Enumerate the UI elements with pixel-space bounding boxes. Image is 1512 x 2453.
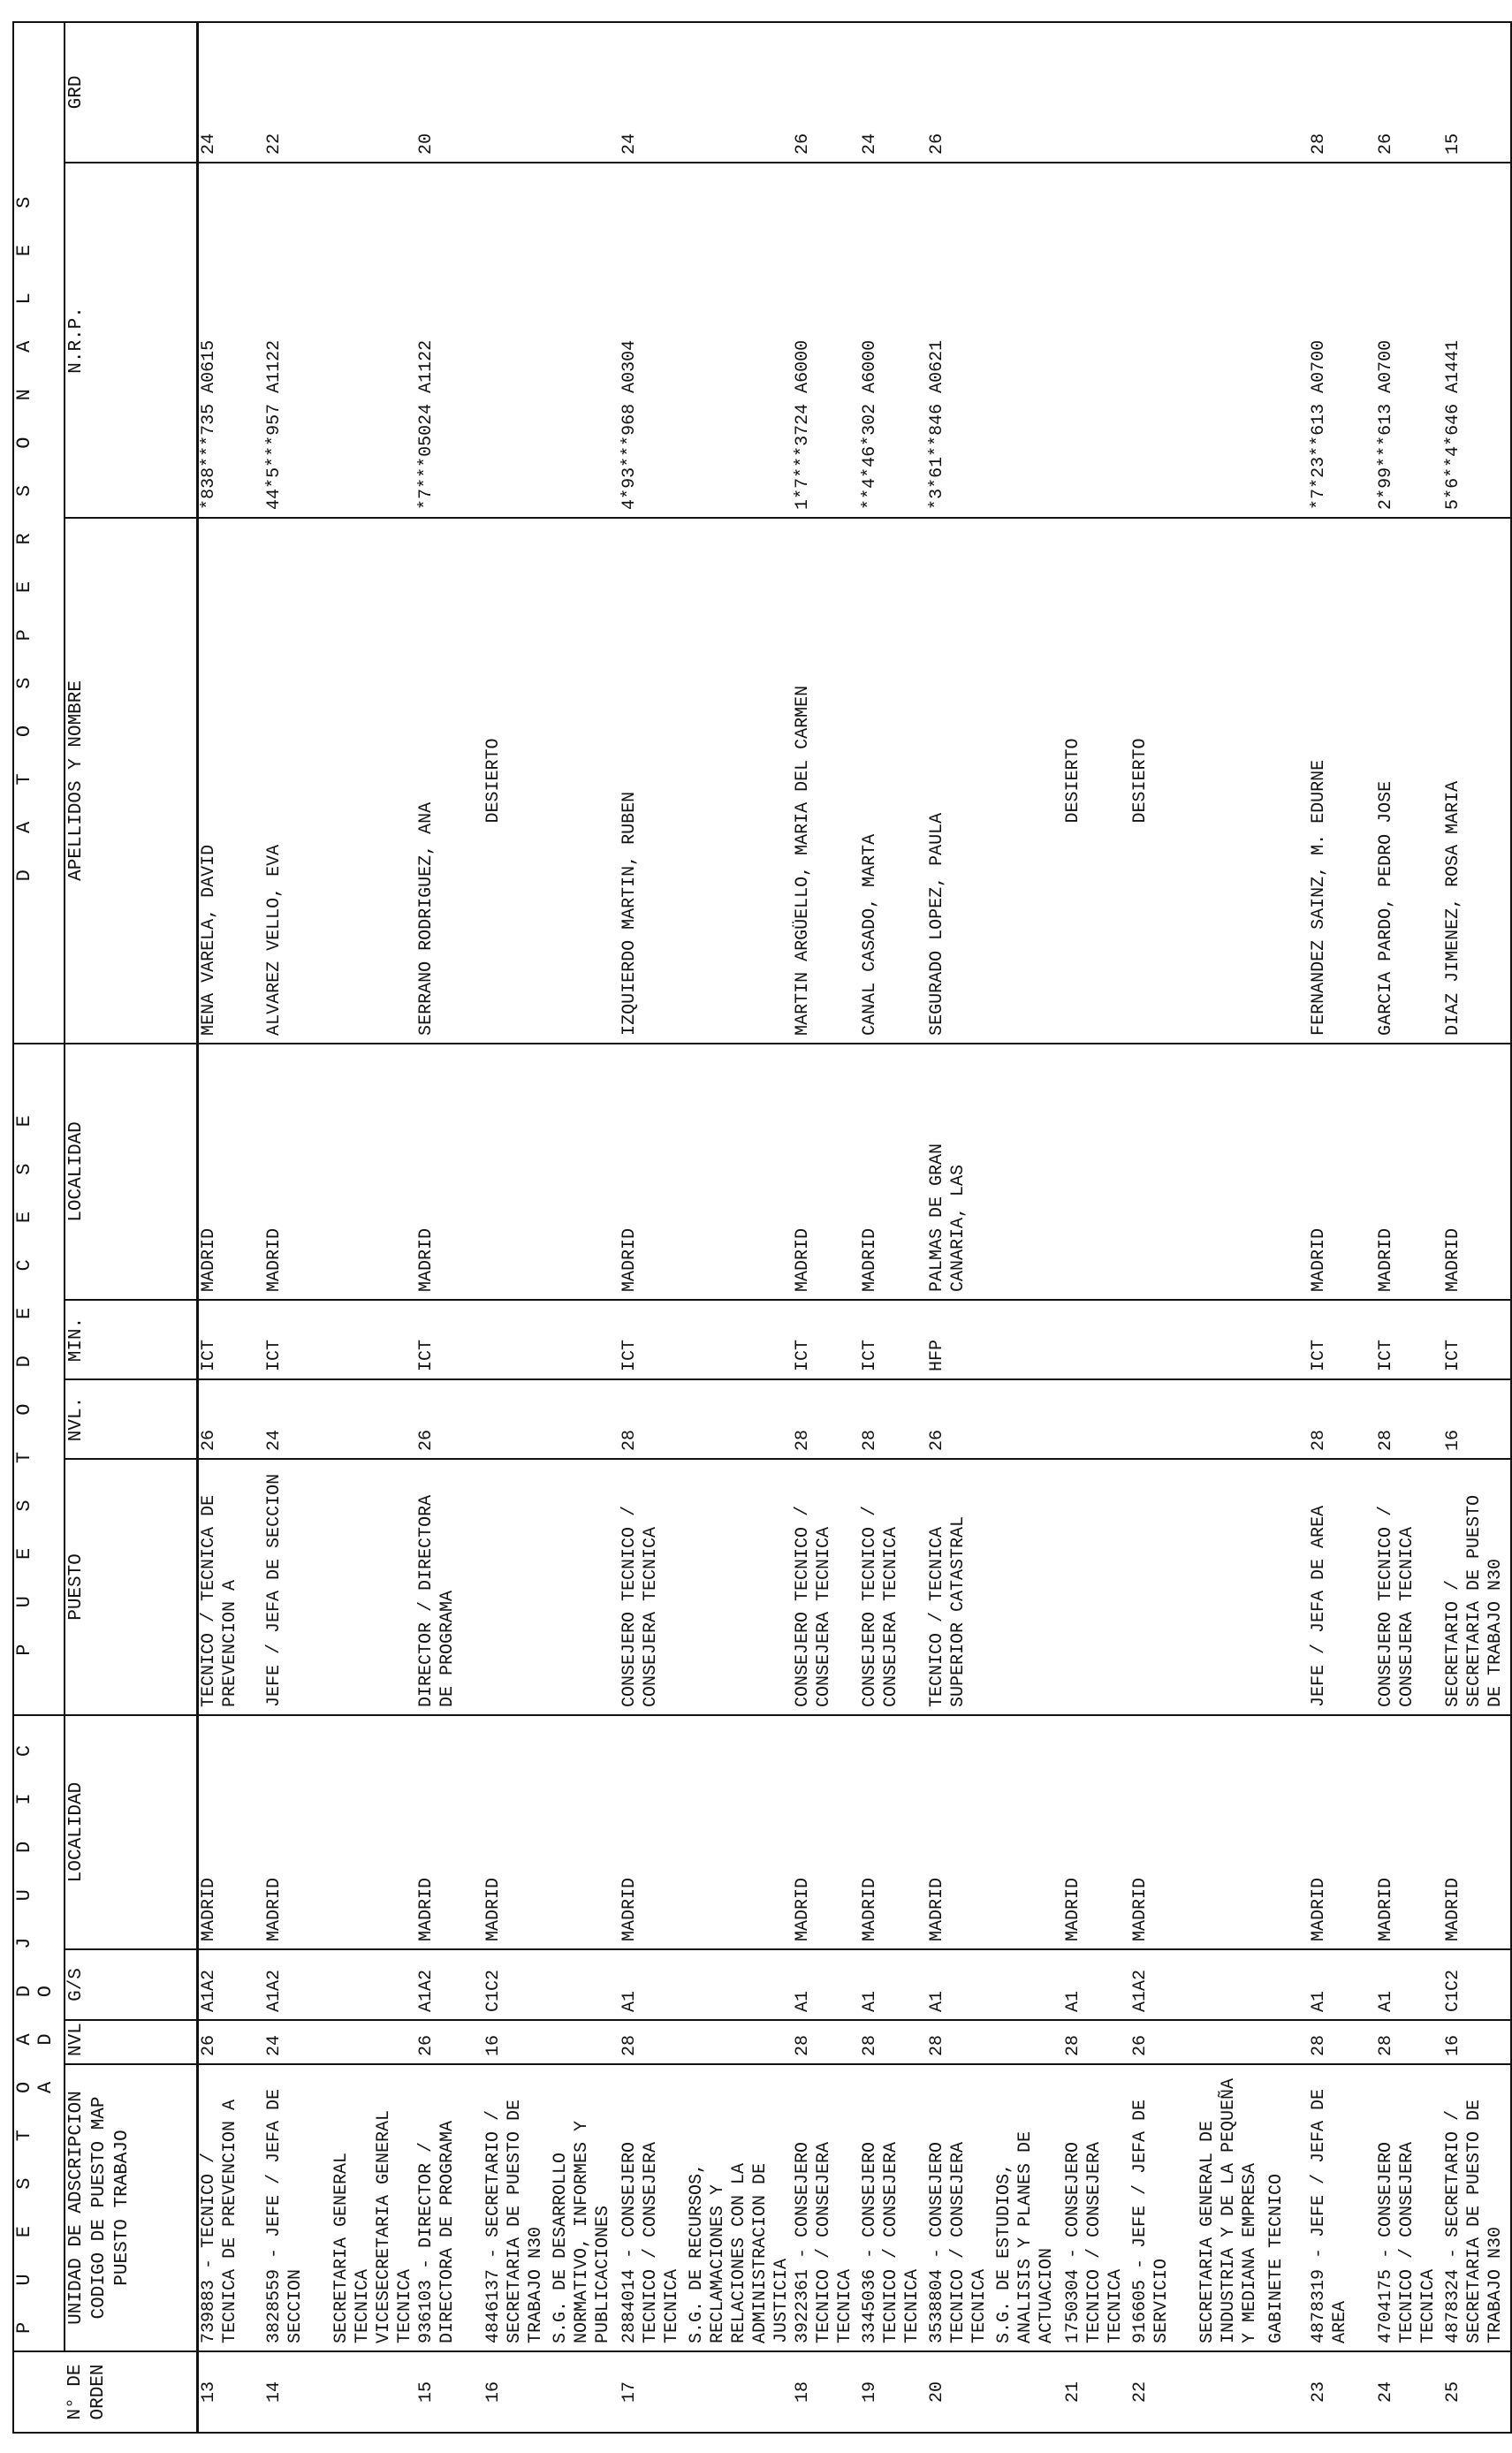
filler-cell [1510,518,1511,1044]
adjudication-table [12,21,1512,2434]
gs-cell: A1 [927,1949,994,2020]
nrp-cell: *7***05024 A1122 [416,163,483,518]
empty-cell [687,2020,793,2064]
section-heading-row [331,22,374,2433]
table-row [197,22,264,2433]
grd-cell [1063,22,1130,163]
filler-cell [1510,1459,1511,1715]
col-localidad-adjudicado: LOCALIDAD [65,1715,197,1949]
puesto-cese-cell: CONSEJERO TECNICO / CONSEJERA TECNICA [793,1459,860,1715]
grd-cell: 15 [1443,22,1510,163]
section-heading-row [1266,22,1309,2433]
unidad-cell: 1750304 - CONSEJERO TECNICO / CONSEJERA TECNICA [1063,2064,1130,2351]
group-puesto-adjudicado: P U E S T O A D J U D I C A D O [13,1715,65,2351]
orden-cell [1266,2351,1309,2433]
empty-cell [1266,1300,1309,1379]
apellidos-nombre-cell: DIAZ JIMENEZ, ROSA MARIA [1443,518,1510,1044]
empty-cell [1197,1715,1266,1949]
unidad-cell: 936103 - DIRECTOR / DIRECTORA DE PROGRAMA [416,2064,483,2351]
nvl-cell: 28 [1063,2020,1130,2064]
orden-cell [687,2351,793,2433]
empty-cell [687,1379,793,1459]
localidad-adjudicado-cell: MADRID [1063,1715,1130,1949]
puesto-cese-cell: DIRECTOR / DIRECTORA DE PROGRAMA [416,1459,483,1715]
empty-cell [687,518,793,1044]
filler-row [1510,22,1511,2433]
orden-cell: 21 [1063,2351,1130,2433]
localidad-adjudicado-cell: MADRID [793,1715,860,1949]
empty-cell [1197,1300,1266,1379]
empty-cell [374,1459,416,1715]
puesto-cese-cell: CONSEJERO TECNICO / CONSEJERA TECNICA [860,1459,927,1715]
filler-cell [1510,22,1511,163]
orden-cell: 24 [1376,2351,1443,2433]
apellidos-nombre-cell: SERRANO RODRIGUEZ, ANA [416,518,483,1044]
nrp-cell: *3*61**846 A0621 [927,163,994,518]
section-heading: S.G. DE RECURSOS, RECLAMACIONES Y RELACIONES CON LA ADMINISTRACION DE JUSTICIA [687,2064,793,2351]
table-row [860,22,927,2433]
col-nvl: NVL [65,2020,197,2064]
nrp-cell: 4*93***968 A0304 [619,163,687,518]
empty-cell [994,1949,1063,2020]
table-row [416,22,483,2433]
grd-cell: 24 [619,22,687,163]
puesto-cese-cell: TECNICO / TECNICA SUPERIOR CATASTRAL [927,1459,994,1715]
grd-cell [483,22,551,163]
gs-cell: A1A2 [264,1949,331,2020]
puesto-cese-cell: CONSEJERO TECNICO / CONSEJERA TECNICA [619,1459,687,1715]
empty-cell [1266,2020,1309,2064]
nrp-cell [483,163,551,518]
grd-cell: 22 [264,22,331,163]
unidad-cell: 3538804 - CONSEJERO TECNICO / CONSEJERA TECNICA [927,2064,994,2351]
empty-cell [687,22,793,163]
nvl-cese-cell: 24 [264,1379,331,1459]
empty-cell [374,22,416,163]
empty-cell [374,1715,416,1949]
table-row [1309,22,1376,2433]
localidad-cese-cell: MADRID [1443,1044,1510,1300]
nvl-cell: 28 [860,2020,927,2064]
nvl-cell: 28 [1376,2020,1443,2064]
empty-cell [994,518,1063,1044]
empty-cell [331,518,374,1044]
min-cell [1063,1300,1130,1379]
nvl-cese-cell [1063,1379,1130,1459]
apellidos-nombre-cell: SEGURADO LOPEZ, PAULA [927,518,994,1044]
apellidos-nombre-cell: GARCIA PARDO, PEDRO JOSE [1376,518,1443,1044]
col-orden: N° DE ORDEN [65,2351,197,2433]
puesto-cese-cell [1130,1459,1197,1715]
orden-cell: 20 [927,2351,994,2433]
nvl-cell: 28 [619,2020,687,2064]
localidad-adjudicado-cell: MADRID [416,1715,483,1949]
unidad-cell: 916605 - JEFE / JEFA DE SERVICIO [1130,2064,1197,2351]
empty-cell [331,163,374,518]
empty-cell [551,22,619,163]
empty-cell [551,1379,619,1459]
col-nrp: N.R.P. [65,163,197,518]
empty-cell [687,1949,793,2020]
empty-cell [374,163,416,518]
gs-cell: A1A2 [1130,1949,1197,2020]
min-cell [1130,1300,1197,1379]
nvl-cese-cell: 28 [793,1379,860,1459]
table-row [1130,22,1197,2433]
unidad-cell: 3922361 - CONSEJERO TECNICO / CONSEJERA TECNICA [793,2064,860,2351]
section-heading-row [994,22,1063,2433]
gs-cell: A1 [860,1949,927,2020]
unidad-cell: 3828559 - JEFE / JEFA DE SECCION [264,2064,331,2351]
min-cell: ICT [416,1300,483,1379]
unidad-cell: 4846137 - SECRETARIO / SECRETARIA DE PUESTO DE TRABAJO N30 [483,2064,551,2351]
grd-cell: 26 [793,22,860,163]
gs-cell: A1 [1376,1949,1443,2020]
localidad-cese-cell [1130,1044,1197,1300]
empty-cell [1266,1715,1309,1949]
empty-cell [331,1300,374,1379]
empty-cell [994,1459,1063,1715]
empty-cell [551,2020,619,2064]
empty-cell [374,1300,416,1379]
localidad-cese-cell: PALMAS DE GRAN CANARIA, LAS [927,1044,994,1300]
empty-cell [1266,163,1309,518]
empty-cell [551,1459,619,1715]
empty-cell [374,1044,416,1300]
apellidos-nombre-cell: DESIERTO [483,518,551,1044]
puesto-cese-cell: JEFE / JEFA DE SECCION [264,1459,331,1715]
section-heading: VICESECRETARIA GENERAL TECNICA [374,2064,416,2351]
filler-cell [1510,163,1511,518]
nrp-cell: 1*7***3724 A6000 [793,163,860,518]
nrp-cell: 5*6**4*646 A1441 [1443,163,1510,518]
localidad-adjudicado-cell: MADRID [860,1715,927,1949]
nrp-cell: 2*99***613 A0700 [1376,163,1443,518]
nrp-cell [1063,163,1130,518]
empty-cell [551,1044,619,1300]
min-cell: ICT [1443,1300,1510,1379]
empty-cell [551,1300,619,1379]
filler-cell [1510,2020,1511,2064]
empty-cell [1197,1949,1266,2020]
section-heading-row [687,22,793,2433]
nvl-cese-cell: 28 [1309,1379,1376,1459]
min-cell: ICT [264,1300,331,1379]
table-row [483,22,551,2433]
localidad-cese-cell: MADRID [860,1044,927,1300]
grd-cell: 20 [416,22,483,163]
section-heading: S.G. DE DESARROLLO NORMATIVO, INFORMES Y PUBLICACIONES [551,2064,619,2351]
empty-cell [994,1715,1063,1949]
apellidos-nombre-cell: DESIERTO [1130,518,1197,1044]
empty-cell [687,1715,793,1949]
orden-cell: 19 [860,2351,927,2433]
empty-cell [994,1379,1063,1459]
grd-cell: 24 [860,22,927,163]
orden-cell: 25 [1443,2351,1510,2433]
empty-cell [331,22,374,163]
nvl-cese-cell: 26 [927,1379,994,1459]
orden-cell: 18 [793,2351,860,2433]
unidad-cell: 3345036 - CONSEJERO TECNICO / CONSEJERA TECNICA [860,2064,927,2351]
min-cell: ICT [860,1300,927,1379]
filler-cell [1510,1715,1511,1949]
nvl-cell: 16 [483,2020,551,2064]
empty-cell [331,1379,374,1459]
empty-cell [1197,2020,1266,2064]
apellidos-nombre-cell: DESIERTO [1063,518,1130,1044]
group-orden [13,2351,65,2433]
orden-cell: 17 [619,2351,687,2433]
group-datos-personales: D A T O S P E R S O N A L E S [13,22,65,1044]
table-row [793,22,860,2433]
empty-cell [994,163,1063,518]
empty-cell [1197,22,1266,163]
empty-cell [1197,163,1266,518]
nvl-cell: 26 [416,2020,483,2064]
section-heading: SECRETARIA GENERAL DE INDUSTRIA Y DE LA PEQUEÑA Y MEDIANA EMPRESA [1197,2064,1266,2351]
localidad-adjudicado-cell: MADRID [1443,1715,1510,1949]
nvl-cese-cell: 28 [1376,1379,1443,1459]
localidad-cese-cell: MADRID [1376,1044,1443,1300]
col-unidad: UNIDAD DE ADSCRIPCION CODIGO DE PUESTO MAP PUESTO TRABAJO [65,2064,197,2351]
empty-cell [994,22,1063,163]
col-localidad-cese: LOCALIDAD [65,1044,197,1300]
gs-cell: A1 [793,1949,860,2020]
apellidos-nombre-cell: FERNANDEZ SAINZ, M. EDURNE [1309,518,1376,1044]
col-puesto: PUESTO [65,1459,197,1715]
localidad-adjudicado-cell: MADRID [1376,1715,1443,1949]
empty-cell [331,1715,374,1949]
section-heading-row [374,22,416,2433]
localidad-adjudicado-cell: MADRID [1309,1715,1376,1949]
nvl-cese-cell: 16 [1443,1379,1510,1459]
puesto-cese-cell: TECNICO / TECNICA DE PREVENCION A [197,1459,264,1715]
empty-cell [1266,22,1309,163]
empty-cell [1197,518,1266,1044]
min-cell: ICT [619,1300,687,1379]
grd-cell [1130,22,1197,163]
orden-cell [374,2351,416,2433]
empty-cell [1197,1044,1266,1300]
grd-cell: 24 [197,22,264,163]
localidad-cese-cell: MADRID [793,1044,860,1300]
empty-cell [687,1044,793,1300]
nvl-cell: 16 [1443,2020,1510,2064]
nrp-cell [1130,163,1197,518]
unidad-cell: 739883 - TECNICO / TECNICA DE PREVENCION A [197,2064,264,2351]
empty-cell [1197,1459,1266,1715]
gs-cell: A1 [1063,1949,1130,2020]
nrp-cell: **4*46*302 A6000 [860,163,927,518]
empty-cell [551,1949,619,2020]
empty-cell [687,1300,793,1379]
filler-cell [1510,2064,1511,2351]
unidad-cell: 4704175 - CONSEJERO TECNICO / CONSEJERA TECNICA [1376,2064,1443,2351]
empty-cell [374,1379,416,1459]
min-cell: ICT [793,1300,860,1379]
nvl-cese-cell: 28 [860,1379,927,1459]
apellidos-nombre-cell: IZQUIERDO MARTIN, RUBEN [619,518,687,1044]
nvl-cese-cell: 26 [197,1379,264,1459]
table-row [927,22,994,2433]
orden-cell: 14 [264,2351,331,2433]
filler-cell [1510,1300,1511,1379]
min-cell [483,1300,551,1379]
empty-cell [331,1459,374,1715]
puesto-cese-cell [1063,1459,1130,1715]
orden-cell: 22 [1130,2351,1197,2433]
empty-cell [687,1459,793,1715]
min-cell: ICT [1376,1300,1443,1379]
nvl-cese-cell: 26 [416,1379,483,1459]
empty-cell [331,2020,374,2064]
unidad-cell: 4878324 - SECRETARIO / SECRETARIA DE PUESTO DE TRABAJO N30 [1443,2064,1510,2351]
group-puesto-cese: P U E S T O D E C E S E [13,1044,65,1715]
empty-cell [374,2020,416,2064]
table-row [1063,22,1130,2433]
empty-cell [994,2020,1063,2064]
orden-cell: 13 [197,2351,264,2433]
apellidos-nombre-cell: ALVAREZ VELLO, EVA [264,518,331,1044]
localidad-adjudicado-cell: MADRID [1130,1715,1197,1949]
table-row [1443,22,1510,2433]
unidad-cell: 4878319 - JEFE / JEFA DE AREA [1309,2064,1376,2351]
empty-cell [551,163,619,518]
apellidos-nombre-cell: MENA VARELA, DAVID [197,518,264,1044]
table-row [619,22,687,2433]
puesto-cese-cell: CONSEJERO TECNICO / CONSEJERA TECNICA [1376,1459,1443,1715]
section-heading: GABINETE TECNICO [1266,2064,1309,2351]
orden-cell [994,2351,1063,2433]
empty-cell [1266,1379,1309,1459]
puesto-cese-cell: JEFE / JEFA DE AREA [1309,1459,1376,1715]
min-cell: HFP [927,1300,994,1379]
orden-cell [1197,2351,1266,2433]
empty-cell [994,1300,1063,1379]
grd-cell: 28 [1309,22,1376,163]
nvl-cese-cell [1130,1379,1197,1459]
nvl-cese-cell [483,1379,551,1459]
localidad-cese-cell [1063,1044,1130,1300]
localidad-adjudicado-cell: MADRID [483,1715,551,1949]
nvl-cell: 28 [1309,2020,1376,2064]
gs-cell: A1A2 [197,1949,264,2020]
empty-cell [374,1949,416,2020]
orden-cell [331,2351,374,2433]
col-min: MIN. [65,1300,197,1379]
col-nvl-cese: NVL. [65,1379,197,1459]
empty-cell [331,1044,374,1300]
orden-cell: 16 [483,2351,551,2433]
apellidos-nombre-cell: CANAL CASADO, MARTA [860,518,927,1044]
localidad-adjudicado-cell: MADRID [927,1715,994,1949]
orden-cell: 15 [416,2351,483,2433]
nvl-cell: 28 [927,2020,994,2064]
gs-cell: A1 [1309,1949,1376,2020]
orden-cell: 23 [1309,2351,1376,2433]
localidad-cese-cell: MADRID [416,1044,483,1300]
empty-cell [1266,1949,1309,2020]
localidad-cese-cell: MADRID [1309,1044,1376,1300]
nvl-cell: 24 [264,2020,331,2064]
grd-cell: 26 [1376,22,1443,163]
section-heading-row [551,22,619,2433]
localidad-adjudicado-cell: MADRID [619,1715,687,1949]
empty-cell [374,518,416,1044]
empty-cell [551,518,619,1044]
filler-cell [1510,2351,1511,2433]
gs-cell: C1C2 [1443,1949,1510,2020]
col-grd: GRD [65,22,197,163]
filler-cell [1510,1949,1511,2020]
localidad-cese-cell: MADRID [197,1044,264,1300]
empty-cell [551,1715,619,1949]
filler-cell [1510,1044,1511,1300]
empty-cell [994,1044,1063,1300]
empty-cell [687,163,793,518]
localidad-cese-cell [483,1044,551,1300]
nvl-cell: 26 [197,2020,264,2064]
nrp-cell: 44*5***957 A1122 [264,163,331,518]
nrp-cell: *7*23**613 A0700 [1309,163,1376,518]
gs-cell: A1 [619,1949,687,2020]
empty-cell [1266,1044,1309,1300]
filler-cell [1510,1379,1511,1459]
section-heading: S.G. DE ESTUDIOS, ANALISIS Y PLANES DE ACTUACION [994,2064,1063,2351]
puesto-cese-cell [483,1459,551,1715]
empty-cell [1266,1459,1309,1715]
section-heading-row [1197,22,1266,2433]
nrp-cell: *838***735 A0615 [197,163,264,518]
gs-cell: C1C2 [483,1949,551,2020]
empty-cell [1197,1379,1266,1459]
localidad-cese-cell: MADRID [264,1044,331,1300]
apellidos-nombre-cell: MARTIN ARGÜELLO, MARIA DEL CARMEN [793,518,860,1044]
nvl-cell: 26 [1130,2020,1197,2064]
orden-cell [551,2351,619,2433]
nvl-cese-cell: 28 [619,1379,687,1459]
col-gs: G/S [65,1949,197,2020]
empty-cell [331,1949,374,2020]
localidad-adjudicado-cell: MADRID [197,1715,264,1949]
localidad-adjudicado-cell: MADRID [264,1715,331,1949]
gs-cell: A1A2 [416,1949,483,2020]
grd-cell: 26 [927,22,994,163]
table-row [1376,22,1443,2433]
localidad-cese-cell: MADRID [619,1044,687,1300]
unidad-cell: 2884014 - CONSEJERO TECNICO / CONSEJERA TECNICA [619,2064,687,2351]
col-apellidos: APELLIDOS Y NOMBRE [65,518,197,1044]
puesto-cese-cell: SECRETARIO / SECRETARIA DE PUESTO DE TRABAJO N30 [1443,1459,1510,1715]
min-cell: ICT [197,1300,264,1379]
section-heading: SECRETARIA GENERAL TECNICA [331,2064,374,2351]
empty-cell [1266,518,1309,1044]
min-cell: ICT [1309,1300,1376,1379]
nvl-cell: 28 [793,2020,860,2064]
table-row [264,22,331,2433]
